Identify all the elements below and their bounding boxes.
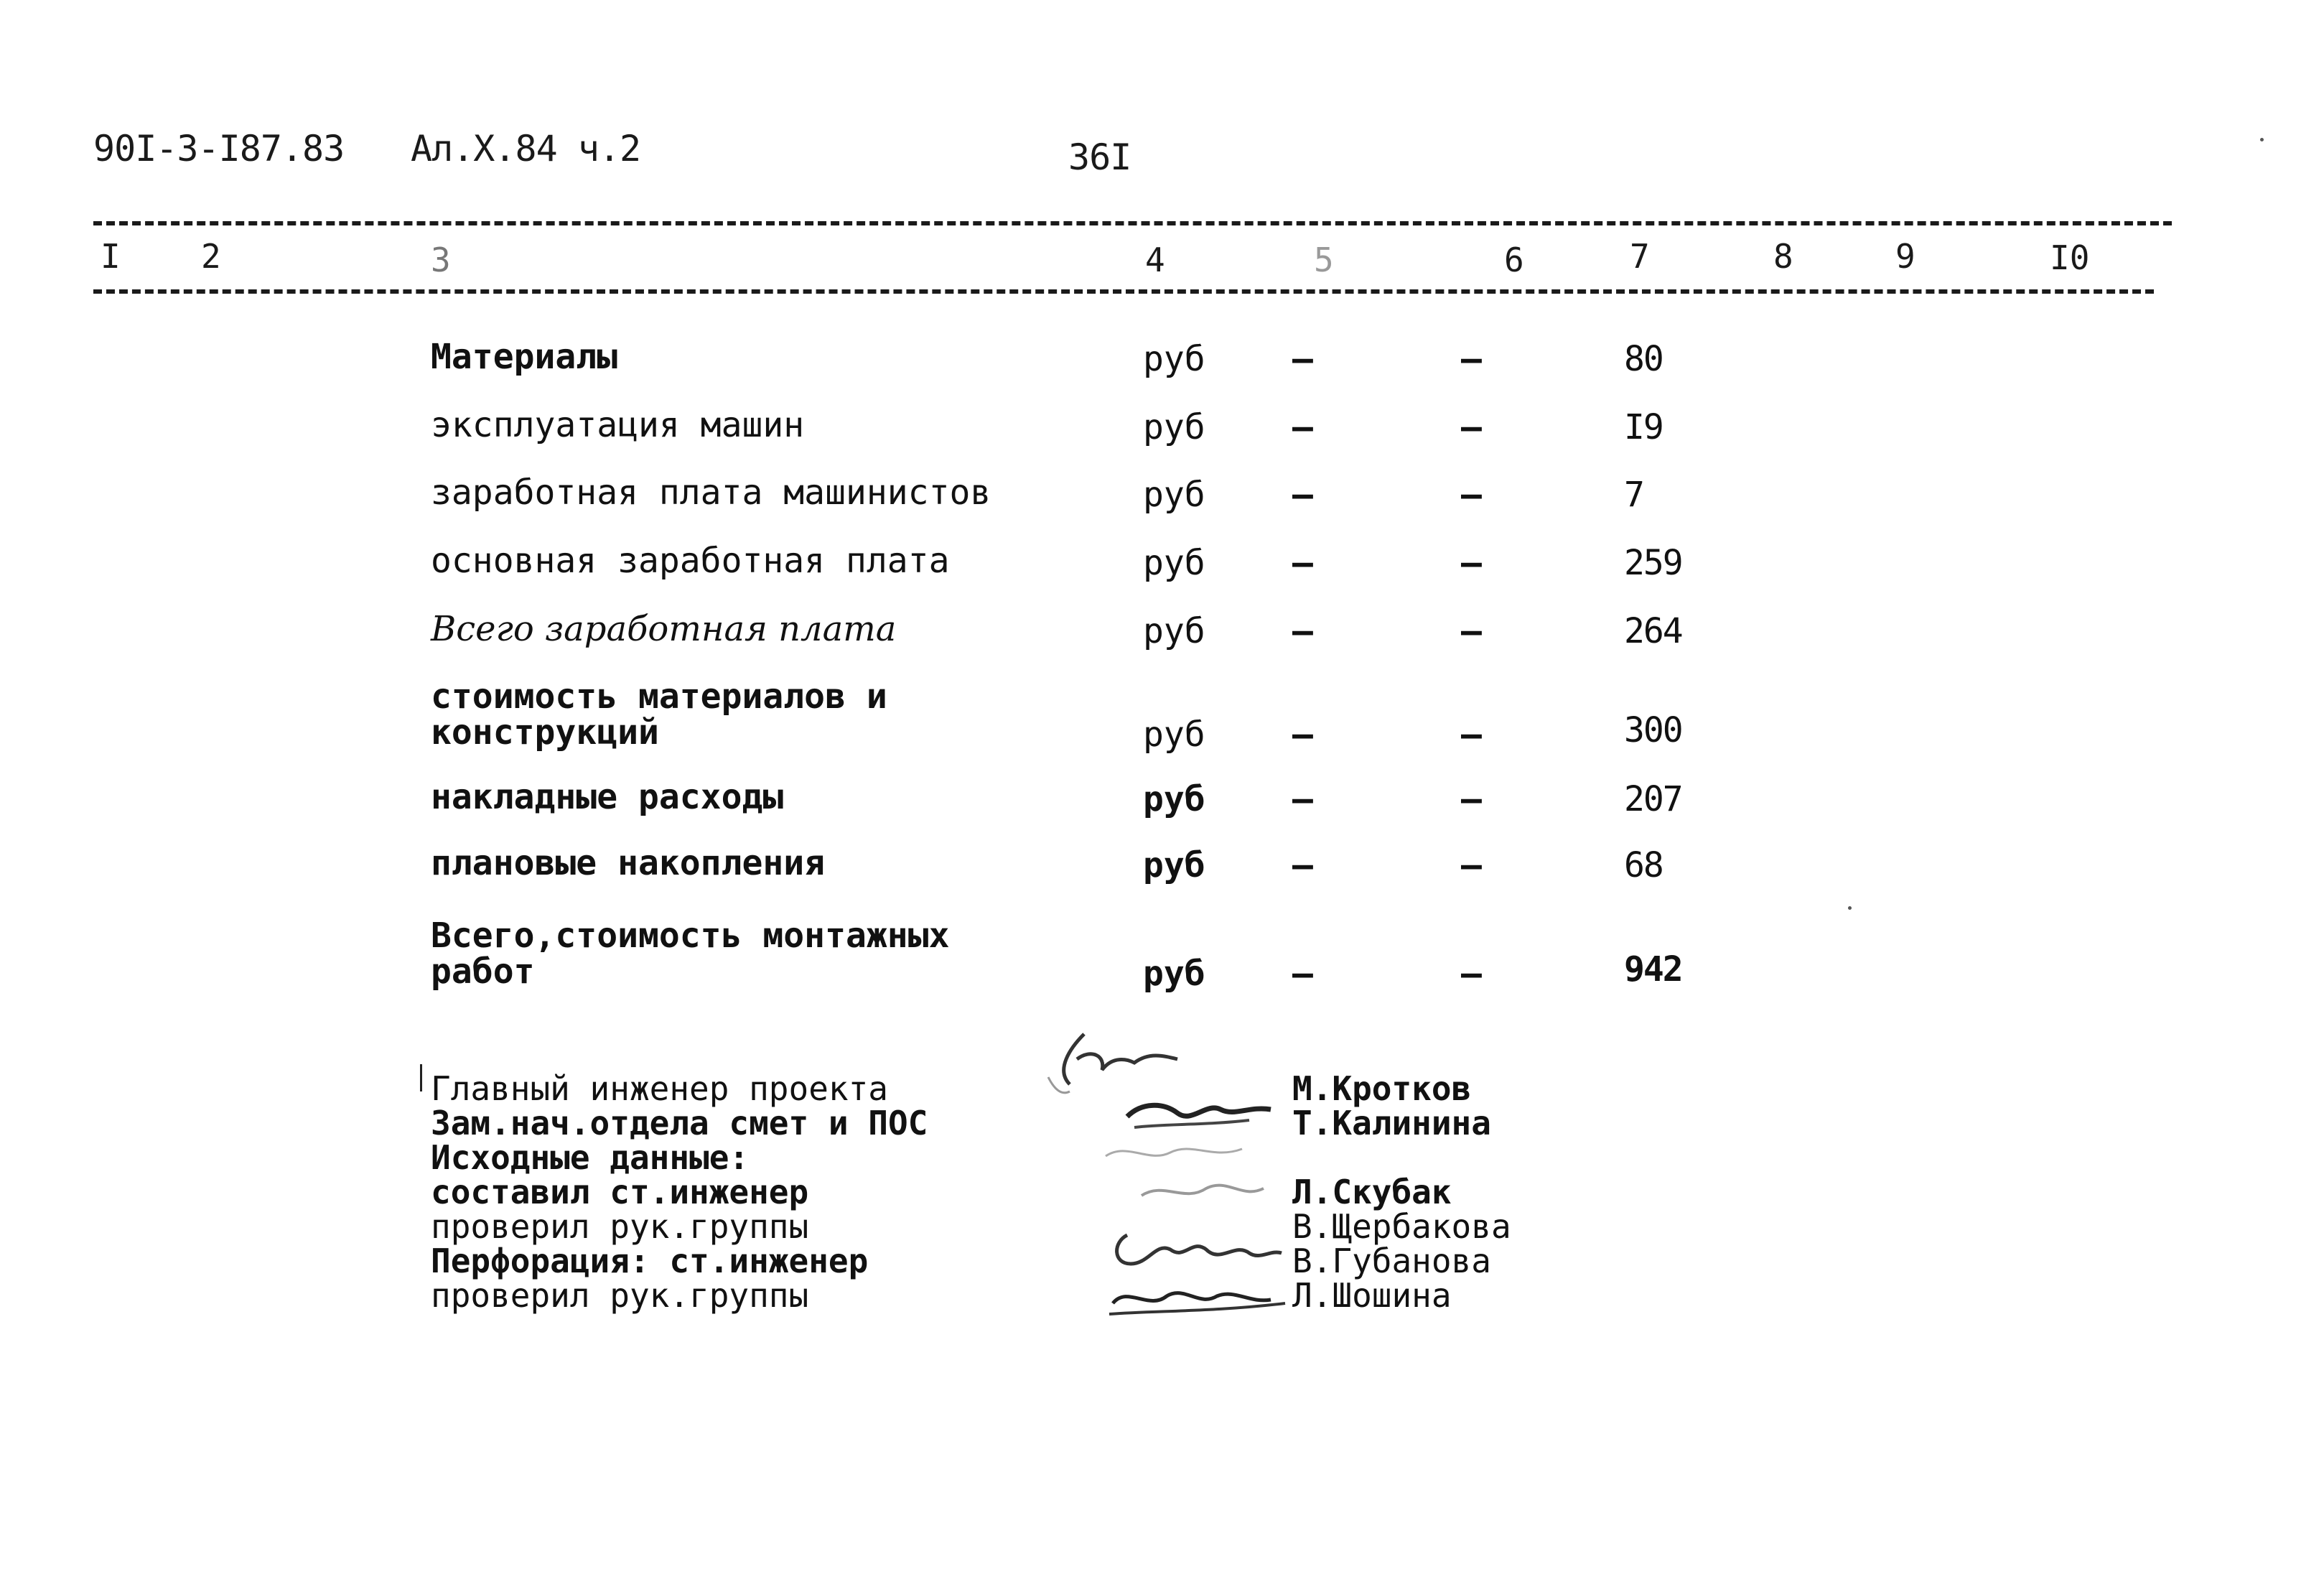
row-name: накладные расходы [431,777,784,817]
signature-role-6: Перфорация: ст.инженер [431,1242,869,1280]
row-col7-value: 7 [1624,475,1643,515]
row-name: основная заработная плата [431,541,950,581]
scan-speck [1848,906,1852,910]
header-bottom-rule [93,289,2154,294]
row-col6: – [1461,475,1482,515]
row-col7-value: 264 [1624,611,1682,651]
row-unit: руб [1143,407,1205,447]
row-col6: – [1461,954,1482,994]
row-col6: – [1461,845,1482,885]
row-name: Всего заработная плата [431,609,897,649]
row-col5: – [1292,339,1313,379]
row-col7-value: 207 [1624,779,1682,819]
row-unit: руб [1143,779,1205,819]
signature-role-5: проверил рук.группы [431,1207,809,1246]
column-number-7: 7 [1630,237,1650,276]
signature-role-3: Исходные данные: [431,1138,750,1177]
row-col5: – [1292,407,1313,447]
page-number: 36I [1068,136,1131,178]
row-unit: руб [1143,954,1205,994]
row-col6: – [1461,339,1482,379]
row-name: плановые накопления [431,843,826,883]
row-col6: – [1461,611,1482,651]
signature-name-7: Л.Шошина [1292,1276,1452,1315]
handwritten-signature-4 [1134,1170,1278,1214]
column-number-3: 3 [431,241,451,279]
handwritten-signature-2 [1120,1088,1285,1138]
signature-name-5: В.Щербакова [1292,1207,1511,1246]
row-name: Материалы [431,337,618,377]
column-number-8: 8 [1773,237,1793,276]
row-col7-value: 942 [1624,949,1682,990]
signature-role-7: проверил рук.группы [431,1276,809,1315]
row-unit: руб [1143,475,1205,515]
row-col5: – [1292,611,1313,651]
row-unit: руб [1143,714,1205,755]
row-unit: руб [1143,339,1205,379]
row-name: стоимость материалов и конструкций [431,676,887,753]
row-col5: – [1292,714,1313,755]
row-unit: руб [1143,543,1205,583]
header-top-rule [93,221,2172,225]
row-col6: – [1461,407,1482,447]
row-unit: руб [1143,611,1205,651]
signature-name-6: В.Губанова [1292,1242,1491,1280]
column-number-5: 5 [1314,241,1334,279]
signature-name-1: М.Кротков [1292,1069,1472,1108]
row-col7-value: 68 [1624,845,1663,885]
scan-speck [2260,138,2264,141]
column-number-6: 6 [1504,241,1524,279]
doc-code: 90I-3-I87.83 [93,128,345,169]
row-name: эксплуатация машин [431,405,805,445]
row-col7-value: 259 [1624,543,1682,583]
handwritten-signature-6 [1098,1275,1292,1325]
row-col5: – [1292,845,1313,885]
row-col6: – [1461,543,1482,583]
signature-name-4: Л.Скубак [1292,1173,1452,1211]
row-col6: – [1461,714,1482,755]
signature-role-2: Зам.нач.отдела смет и ПОС [431,1104,928,1142]
album-reference: Ал.X.84 ч.2 [411,128,641,169]
column-number-4: 4 [1145,241,1165,279]
row-unit: руб [1143,845,1205,885]
row-col5: – [1292,543,1313,583]
signature-name-2: Т.Калинина [1292,1104,1491,1142]
row-name: заработная плата машинистов [431,472,991,513]
row-col7-value: I9 [1624,407,1663,447]
row-col7-value: 80 [1624,339,1663,379]
column-number-10: I0 [2050,238,2090,277]
column-number-2: 2 [201,237,221,276]
column-number-9: 9 [1895,237,1915,276]
row-col5: – [1292,475,1313,515]
row-name: Всего,стоимость монтажных работ [431,916,950,992]
margin-tick [420,1064,422,1091]
signature-role-1: Главный инженер проекта [431,1069,888,1108]
row-col5: – [1292,779,1313,819]
column-number-1: I [101,237,121,276]
signature-role-4: составил ст.инженер [431,1173,809,1211]
row-col5: – [1292,954,1313,994]
row-col6: – [1461,779,1482,819]
row-col7-value: 300 [1624,710,1682,750]
